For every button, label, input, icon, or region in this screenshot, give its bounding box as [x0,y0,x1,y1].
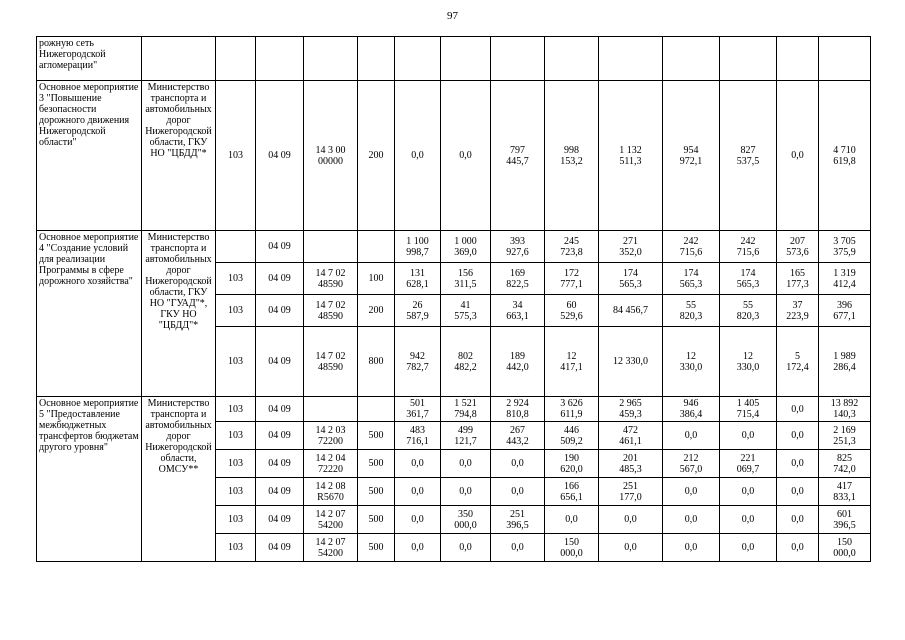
amount-cell: 0,0 [491,534,545,562]
amount-cell: 501 361,7 [395,397,441,422]
amount-cell: 0,0 [777,397,819,422]
amount-cell: 0,0 [395,534,441,562]
amount-cell: 0,0 [395,450,441,478]
amount-cell: 350 000,0 [441,506,491,534]
amount-cell: 0,0 [777,534,819,562]
amount-cell: 174 565,3 [720,263,777,295]
amount-cell: 165 177,3 [777,263,819,295]
amount-cell [545,37,599,81]
target-article-cell: 14 2 07 54200 [304,506,358,534]
expense-type-cell: 200 [358,295,395,327]
amount-cell: 0,0 [720,534,777,562]
amount-cell: 827 537,5 [720,81,777,231]
amount-cell: 212 567,0 [663,450,720,478]
amount-cell: 0,0 [777,478,819,506]
amount-cell: 0,0 [441,478,491,506]
amount-cell: 0,0 [663,422,720,450]
expense-type-cell [358,231,395,263]
amount-cell: 55 820,3 [663,295,720,327]
executor-cell: Министерство транспорта и автомобильных дорог Нижегородской области, ГКУ НО "ЦБДД"* [142,81,216,231]
target-article-cell [304,397,358,422]
amount-cell: 483 716,1 [395,422,441,450]
amount-cell: 417 833,1 [819,478,871,506]
amount-cell: 41 575,3 [441,295,491,327]
amount-cell: 0,0 [441,450,491,478]
amount-cell: 60 529,6 [545,295,599,327]
amount-cell: 1 132 511,3 [599,81,663,231]
expense-type-cell [358,397,395,422]
section-code-cell: 04 09 [256,295,304,327]
amount-cell: 37 223,9 [777,295,819,327]
amount-cell: 1 989 286,4 [819,327,871,397]
grbs-code-cell: 103 [216,81,256,231]
table-row [37,37,871,81]
amount-cell [491,37,545,81]
target-article-cell: 14 7 02 48590 [304,263,358,295]
amount-cell: 0,0 [663,478,720,506]
expense-type-cell [358,37,395,81]
grbs-code-cell: 103 [216,263,256,295]
amount-cell [777,37,819,81]
amount-cell [441,37,491,81]
amount-cell: 946 386,4 [663,397,720,422]
grbs-code-cell: 103 [216,422,256,450]
amount-cell: 242 715,6 [663,231,720,263]
amount-cell: 2 965 459,3 [599,397,663,422]
grbs-code-cell: 103 [216,450,256,478]
amount-cell: 0,0 [545,506,599,534]
section-code-cell: 04 09 [256,506,304,534]
expense-type-cell: 500 [358,506,395,534]
amount-cell: 0,0 [777,506,819,534]
amount-cell: 0,0 [441,81,491,231]
amount-cell: 172 777,1 [545,263,599,295]
amount-cell: 174 565,3 [599,263,663,295]
amount-cell: 0,0 [599,506,663,534]
amount-cell: 26 587,9 [395,295,441,327]
amount-cell: 1 000 369,0 [441,231,491,263]
target-article-cell: 14 7 02 48590 [304,327,358,397]
expense-type-cell: 500 [358,450,395,478]
target-article-cell: 14 7 02 48590 [304,295,358,327]
amount-cell: 998 153,2 [545,81,599,231]
amount-cell [819,37,871,81]
amount-cell: 207 573,6 [777,231,819,263]
amount-cell: 0,0 [720,478,777,506]
amount-cell: 0,0 [441,534,491,562]
measure-name-cell: Основное мероприятие 4 "Создание условий для реализации Программы в сфере дорожного хозяйства" [37,231,142,397]
amount-cell: 12 417,1 [545,327,599,397]
amount-cell: 1 319 412,4 [819,263,871,295]
page-number: 97 [447,10,458,22]
target-article-cell: 14 2 08 R5670 [304,478,358,506]
amount-cell: 797 445,7 [491,81,545,231]
measure-name-cell: Основное мероприятие 3 "Повышение безопасности дорожного движения Нижегородской области" [37,81,142,231]
measure-name-cell: рожную сеть Нижегородской агломерации" [37,37,142,81]
section-code-cell: 04 09 [256,397,304,422]
target-article-cell: 14 2 04 72220 [304,450,358,478]
amount-cell: 201 485,3 [599,450,663,478]
amount-cell: 0,0 [599,534,663,562]
amount-cell: 4 710 619,8 [819,81,871,231]
amount-cell: 2 169 251,3 [819,422,871,450]
measure-name-cell: Основное мероприятие 5 "Предоставление межбюджетных трансфертов бюджетам другого уровня" [37,397,142,562]
amount-cell: 131 628,1 [395,263,441,295]
amount-cell: 174 565,3 [663,263,720,295]
amount-cell: 3 626 611,9 [545,397,599,422]
grbs-code-cell: 103 [216,478,256,506]
amount-cell: 251 396,5 [491,506,545,534]
expense-type-cell: 200 [358,81,395,231]
amount-cell: 150 000,0 [545,534,599,562]
section-code-cell: 04 09 [256,231,304,263]
amount-cell [395,37,441,81]
grbs-code-cell: 103 [216,506,256,534]
table-row [37,231,871,263]
target-article-cell: 14 2 07 54200 [304,534,358,562]
amount-cell: 150 000,0 [819,534,871,562]
amount-cell [599,37,663,81]
target-article-cell: 14 3 00 00000 [304,81,358,231]
amount-cell: 156 311,5 [441,263,491,295]
amount-cell: 0,0 [720,422,777,450]
amount-cell: 169 822,5 [491,263,545,295]
amount-cell: 0,0 [395,506,441,534]
amount-cell: 2 924 810,8 [491,397,545,422]
amount-cell: 271 352,0 [599,231,663,263]
expense-type-cell: 800 [358,327,395,397]
amount-cell: 802 482,2 [441,327,491,397]
table-row [37,81,871,231]
amount-cell: 0,0 [777,81,819,231]
expense-type-cell: 100 [358,263,395,295]
section-code-cell: 04 09 [256,478,304,506]
amount-cell: 12 330,0 [663,327,720,397]
amount-cell: 5 172,4 [777,327,819,397]
amount-cell: 267 443,2 [491,422,545,450]
grbs-code-cell: 103 [216,327,256,397]
section-code-cell: 04 09 [256,263,304,295]
executor-cell: Министерство транспорта и автомобильных дорог Нижегородской области, ГКУ НО "ГУАД"*, ГКУ НО "ЦБДД"* [142,231,216,397]
amount-cell: 84 456,7 [599,295,663,327]
grbs-code-cell: 103 [216,534,256,562]
amount-cell: 942 782,7 [395,327,441,397]
amount-cell: 251 177,0 [599,478,663,506]
amount-cell: 190 620,0 [545,450,599,478]
amount-cell: 0,0 [777,450,819,478]
amount-cell: 3 705 375,9 [819,231,871,263]
amount-cell: 34 663,1 [491,295,545,327]
amount-cell [663,37,720,81]
amount-cell: 396 677,1 [819,295,871,327]
section-code-cell: 04 09 [256,327,304,397]
section-code-cell: 04 09 [256,422,304,450]
amount-cell: 221 069,7 [720,450,777,478]
amount-cell: 446 509,2 [545,422,599,450]
expense-type-cell: 500 [358,534,395,562]
section-code-cell: 04 09 [256,81,304,231]
amount-cell: 472 461,1 [599,422,663,450]
expense-type-cell: 500 [358,422,395,450]
section-code-cell [256,37,304,81]
amount-cell: 55 820,3 [720,295,777,327]
amount-cell: 245 723,8 [545,231,599,263]
grbs-code-cell: 103 [216,295,256,327]
amount-cell: 393 927,6 [491,231,545,263]
target-article-cell: 14 2 03 72200 [304,422,358,450]
amount-cell: 1 521 794,8 [441,397,491,422]
amount-cell: 1 100 998,7 [395,231,441,263]
budget-table [36,36,871,562]
amount-cell: 0,0 [395,478,441,506]
grbs-code-cell [216,37,256,81]
expense-type-cell: 500 [358,478,395,506]
section-code-cell: 04 09 [256,450,304,478]
amount-cell: 12 330,0 [599,327,663,397]
grbs-code-cell [216,231,256,263]
amount-cell: 601 396,5 [819,506,871,534]
table-row [37,397,871,422]
executor-cell: Министерство транспорта и автомобильных дорог Нижегородской области, ОМСУ** [142,397,216,562]
amount-cell: 954 972,1 [663,81,720,231]
amount-cell: 13 892 140,3 [819,397,871,422]
amount-cell: 0,0 [777,422,819,450]
amount-cell: 242 715,6 [720,231,777,263]
amount-cell: 0,0 [491,450,545,478]
amount-cell: 0,0 [663,534,720,562]
grbs-code-cell: 103 [216,397,256,422]
amount-cell: 166 656,1 [545,478,599,506]
amount-cell: 12 330,0 [720,327,777,397]
target-article-cell [304,37,358,81]
amount-cell [720,37,777,81]
amount-cell: 0,0 [720,506,777,534]
amount-cell: 0,0 [395,81,441,231]
amount-cell: 0,0 [663,506,720,534]
amount-cell: 499 121,7 [441,422,491,450]
amount-cell: 1 405 715,4 [720,397,777,422]
amount-cell: 189 442,0 [491,327,545,397]
section-code-cell: 04 09 [256,534,304,562]
amount-cell: 0,0 [491,478,545,506]
amount-cell: 825 742,0 [819,450,871,478]
executor-cell [142,37,216,81]
target-article-cell [304,231,358,263]
